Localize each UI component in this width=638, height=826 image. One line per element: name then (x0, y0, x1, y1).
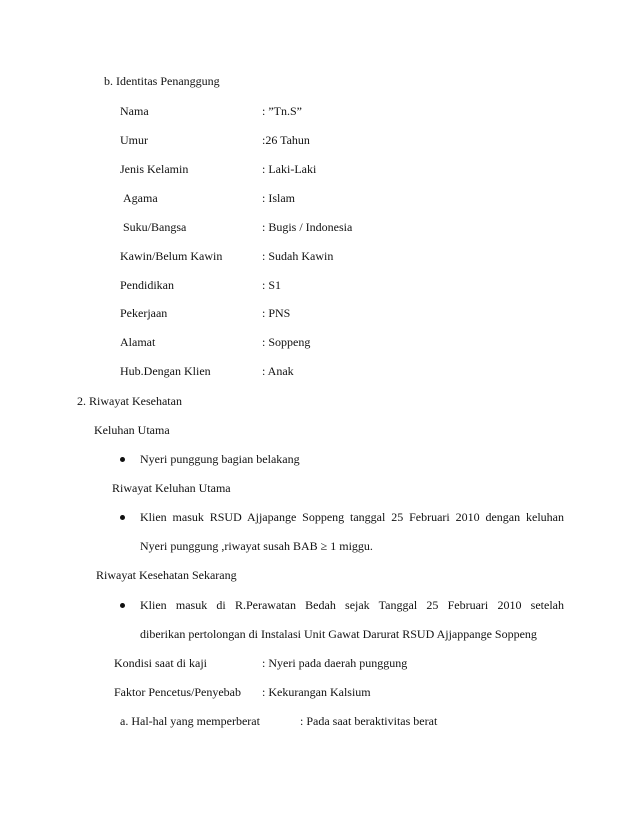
row-value-umur: :26 Tahun (262, 133, 310, 147)
row-value-suku-bangsa: : Bugis / Indonesia (262, 220, 353, 234)
riwayat-keluhan-line2: Nyeri punggung ,riwayat susah BAB ≥ 1 miggu. (140, 539, 373, 553)
riwayat-keluhan-title: Riwayat Keluhan Utama (112, 481, 231, 495)
row-label-nama: Nama (120, 104, 149, 118)
row-value-jenis-kelamin: : Laki-Laki (262, 162, 317, 176)
keluhan-utama-item: Nyeri punggung bagian belakang (140, 452, 300, 466)
row-label-hub-klien: Hub.Dengan Klien (120, 364, 211, 378)
hal-memperberat-value: : Pada saat beraktivitas berat (300, 714, 438, 728)
keluhan-utama-title: Keluhan Utama (94, 423, 170, 437)
row-value-kawin: : Sudah Kawin (262, 249, 334, 263)
bullet-icon (120, 457, 125, 462)
row-label-alamat: Alamat (120, 335, 156, 349)
identitas-heading: b. Identitas Penanggung (104, 74, 220, 88)
riwayat-keluhan-line1: Klien masuk RSUD Ajjapange Soppeng tanggal 25 Februari 2010 dengan keluhan (140, 510, 564, 524)
riwayat-sekarang-line1: Klien masuk di R.Perawatan Bedah sejak Tanggal 25 Februari 2010 setelah (140, 598, 564, 612)
row-label-pendidikan: Pendidikan (120, 278, 174, 292)
row-label-pekerjaan: Pekerjaan (120, 306, 168, 320)
bullet-icon (120, 515, 125, 520)
row-label-agama: Agama (123, 191, 158, 205)
row-value-alamat: : Soppeng (262, 335, 311, 349)
faktor-label: Faktor Pencetus/Penyebab (114, 685, 241, 699)
row-label-umur: Umur (120, 133, 148, 147)
riwayat-sekarang-title: Riwayat Kesehatan Sekarang (96, 568, 237, 582)
kondisi-value: : Nyeri pada daerah punggung (262, 656, 408, 670)
row-value-pekerjaan: : PNS (262, 306, 291, 320)
faktor-value: : Kekurangan Kalsium (262, 685, 371, 699)
row-label-suku-bangsa: Suku/Bangsa (123, 220, 187, 234)
row-value-hub-klien: : Anak (262, 364, 294, 378)
row-value-nama: : ”Tn.S” (262, 104, 302, 118)
kondisi-label: Kondisi saat di kaji (114, 656, 207, 670)
riwayat-heading: 2. Riwayat Kesehatan (77, 394, 182, 408)
row-value-agama: : Islam (262, 191, 295, 205)
row-value-pendidikan: : S1 (262, 278, 282, 292)
riwayat-sekarang-line2: diberikan pertolongan di Instalasi Unit Gawat Darurat RSUD Ajjappange Soppeng (140, 627, 537, 641)
row-label-kawin: Kawin/Belum Kawin (120, 249, 223, 263)
bullet-icon (120, 603, 125, 608)
hal-memperberat-label: a. Hal-hal yang memperberat (120, 714, 260, 728)
row-label-jenis-kelamin: Jenis Kelamin (120, 162, 189, 176)
